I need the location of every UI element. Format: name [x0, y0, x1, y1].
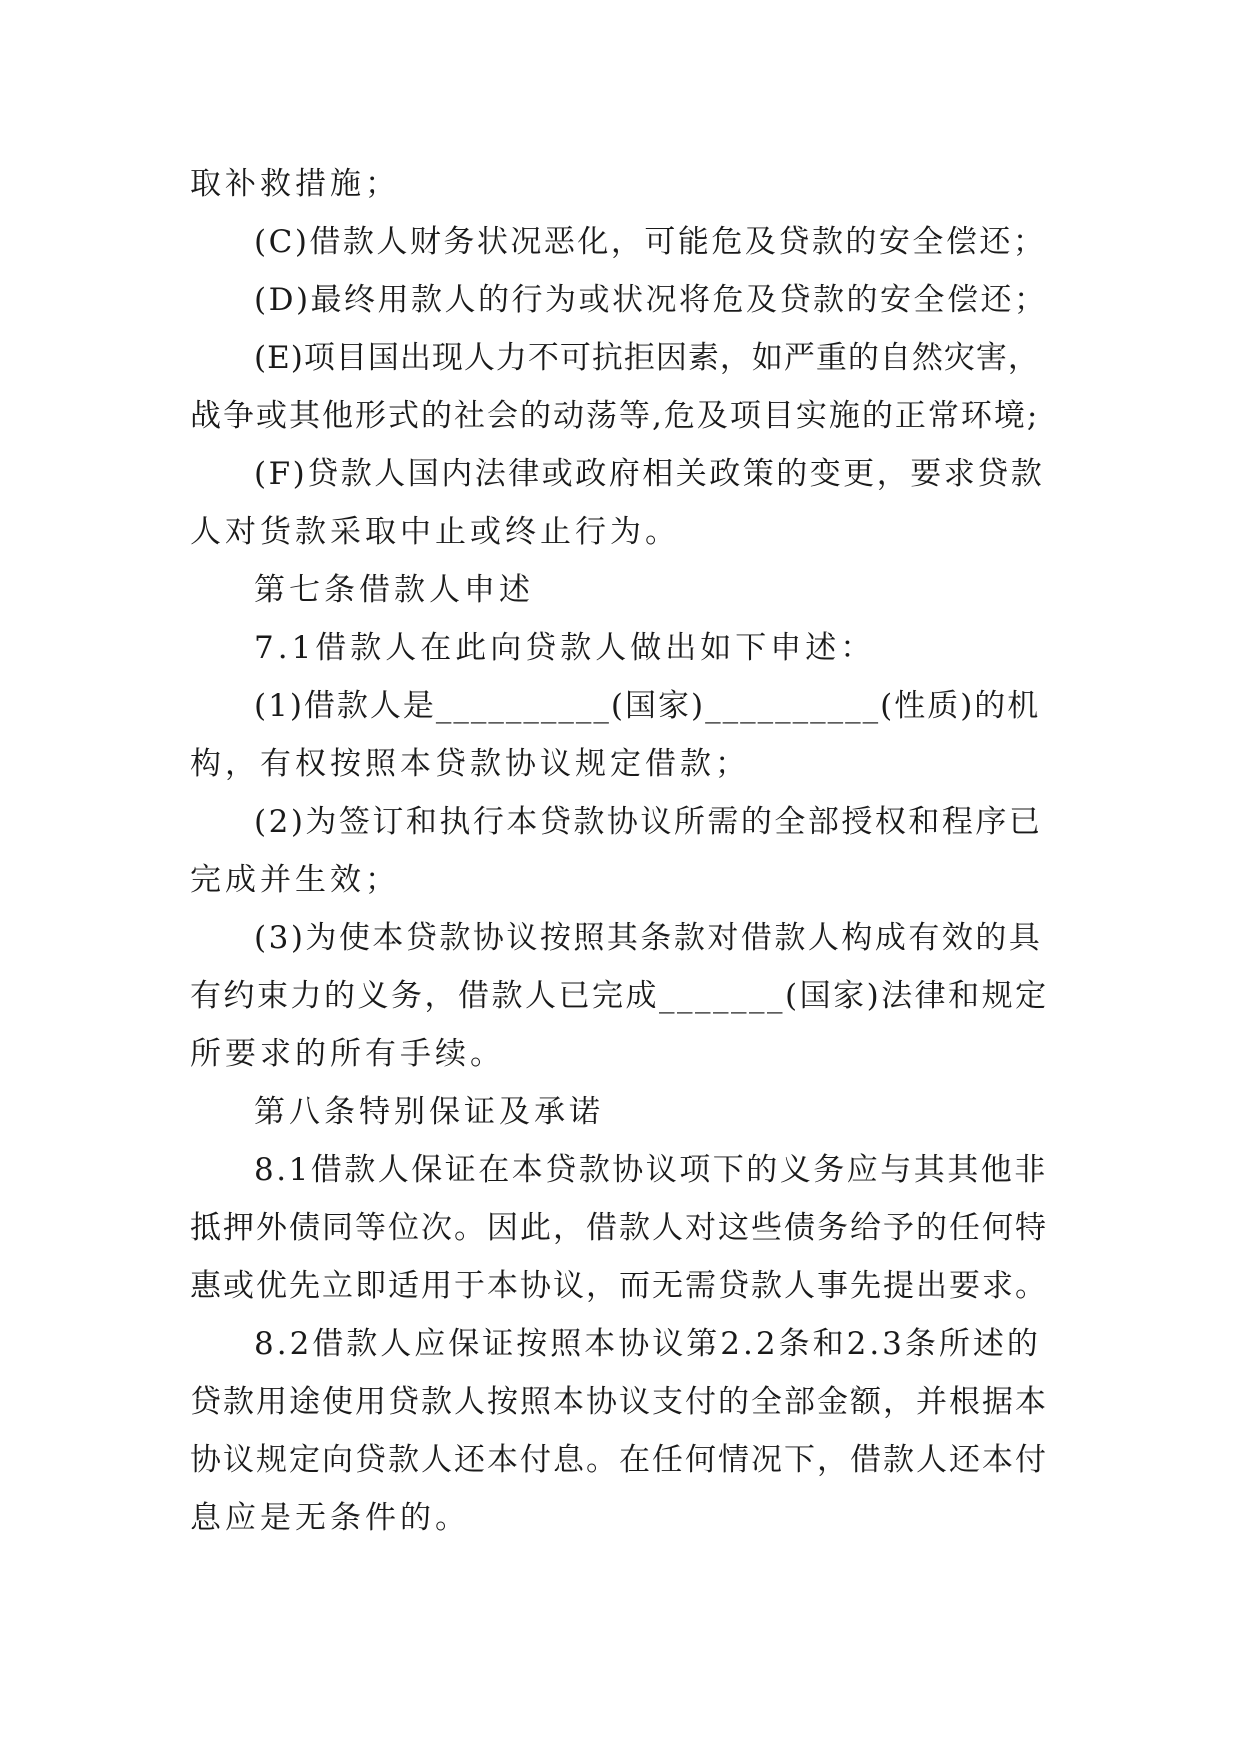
text-line: (3)为使本贷款协议按照其条款对借款人构成有效的具: [254, 920, 1043, 956]
text-line: (1)借款人是__________(国家)__________(性质)的机: [254, 688, 1041, 724]
section-heading: 第八条特别保证及承诺: [254, 1094, 604, 1130]
text-line: (2)为签订和执行本贷款协议所需的全部授权和程序已: [254, 804, 1043, 840]
text-line: 8.2借款人应保证按照本协议第2.2条和2.3条所述的: [254, 1326, 1041, 1362]
text-line: 完成并生效；: [190, 862, 400, 898]
text-line: 息应是无条件的。: [190, 1500, 470, 1536]
text-line: 取补救措施；: [190, 166, 400, 202]
text-line: 有约束力的义务，借款人已完成_______(国家)法律和规定: [190, 978, 1049, 1014]
text-line: 贷款用途使用贷款人按照本协议支付的全部金额，并根据本: [190, 1384, 1048, 1420]
document-body: [190, 155, 1050, 1547]
text-line: 7.1借款人在此向贷款人做出如下申述：: [254, 630, 876, 666]
text-line: 所要求的所有手续。: [190, 1036, 505, 1072]
text-line: 战争或其他形式的社会的动荡等,危及项目实施的正常环境;: [190, 398, 1040, 434]
text-line: 构，有权按照本贷款协议规定借款；: [190, 746, 750, 782]
section-heading: 第七条借款人申述: [254, 572, 534, 608]
text-line: 协议规定向贷款人还本付息。在任何情况下，借款人还本付: [190, 1442, 1048, 1478]
text-line: 抵押外债同等位次。因此，借款人对这些债务给予的任何特: [190, 1210, 1048, 1246]
text-line: (C)借款人财务状况恶化，可能危及贷款的安全偿还；: [254, 224, 1047, 260]
text-line: (D)最终用款人的行为或状况将危及贷款的安全偿还；: [254, 282, 1048, 318]
text-line: (F)贷款人国内法律或政府相关政策的变更，要求贷款: [254, 456, 1045, 492]
text-line: 8.1借款人保证在本贷款协议项下的义务应与其其他非: [254, 1152, 1048, 1188]
text-line: (E)项目国出现人力不可抗拒因素，如严重的自然灾害，: [254, 340, 1040, 376]
text-line: 人对货款采取中止或终止行为。: [190, 514, 680, 550]
text-line: 惠或优先立即适用于本协议，而无需贷款人事先提出要求。: [190, 1268, 1048, 1304]
